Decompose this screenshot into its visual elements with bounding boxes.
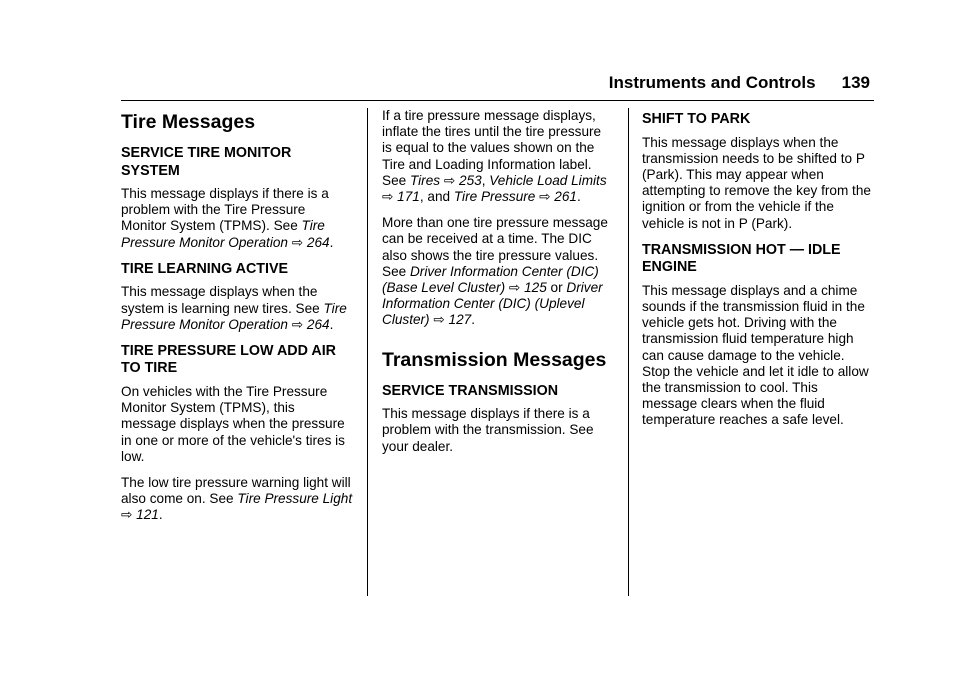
page-ref[interactable]: ⇨ 171 xyxy=(382,189,420,205)
link-tire-pressure-light[interactable]: Tire Pressure Light xyxy=(237,491,353,507)
heading-tire-messages: Tire Messages xyxy=(121,111,256,133)
link-tire-pressure[interactable]: Tire Pressure xyxy=(453,189,536,205)
page-ref[interactable]: ⇨ 261 xyxy=(535,189,577,205)
subheading-tire-pressure-low: TIRE PRESSURE LOW ADD AIR TO TIRE xyxy=(121,342,336,377)
link-dic-base[interactable]: Driver Information Center (DIC) (Base Level Cluster) xyxy=(382,263,599,296)
column-3 xyxy=(642,108,874,439)
paragraph: If a tire pressure message displays, inflate the tires until the tire pressure is equal to the values shown on the Tire and Loading Information label. See Tires ⇨ 253, Vehicle Load Limits ⇨ 171, and Tire Pressure ⇨ 261. xyxy=(382,108,607,205)
subheading-tire-learning: TIRE LEARNING ACTIVE xyxy=(121,260,289,277)
paragraph: This message displays when the system is learning new tires. See Tire Pressure Monitor Operation ⇨ 264. xyxy=(121,284,347,332)
column-2 xyxy=(382,108,614,465)
paragraph: This message displays and a chime sounds if the transmission fluid in the vehicle gets hot. Driving with the transmission fluid temperature high can cause damage to the vehicle. Stop the vehicle and let it idle to allow the transmission to cool. This message clears when the fluid temperature reaches a safe level. xyxy=(642,282,869,428)
subheading-service-tire-monitor: SERVICE TIRE MONITOR SYSTEM xyxy=(121,145,292,179)
paragraph: This message displays when the transmission needs to be shifted to P (Park). This may appear when attempting to remove the key from the ignition or from the vehicle if the vehicle is not in P (Park). xyxy=(642,134,871,231)
running-head xyxy=(609,73,870,93)
link-dic-uplevel[interactable]: Driver Information Center (DIC) (Uplevel Cluster) xyxy=(382,280,603,328)
section-title: Instruments and Controls xyxy=(608,73,816,92)
link-tpms-operation[interactable]: Tire Pressure Monitor Operation xyxy=(121,300,347,332)
paragraph: More than one tire pressure message can be received at a time. The DIC also shows the tire pressure values. See Driver Information Center (DIC) (Base Level Cluster) ⇨ 125 or Driver Information Center (DIC) (Uplevel Cluster) ⇨ 127. xyxy=(382,215,608,328)
page-ref[interactable]: ⇨ 264 xyxy=(287,234,330,250)
link-tires[interactable]: Tires xyxy=(409,172,441,188)
column-divider xyxy=(367,108,368,596)
header-rule xyxy=(121,100,874,101)
subheading-service-transmission: SERVICE TRANSMISSION xyxy=(382,382,559,399)
paragraph: This message displays if there is a problem with the Tire Pressure Monitor System (TPMS). See Tire Pressure Monitor Operation ⇨ 264. xyxy=(121,186,334,250)
heading-transmission-messages: Transmission Messages xyxy=(382,348,607,371)
page-ref[interactable]: ⇨ 125 xyxy=(505,280,547,296)
page-ref[interactable]: ⇨ 121 xyxy=(121,507,159,523)
column-divider xyxy=(628,108,629,596)
page-ref[interactable]: ⇨ 127 xyxy=(429,312,472,328)
page-number: 139 xyxy=(841,73,870,92)
link-vehicle-load-limits[interactable]: Vehicle Load Limits xyxy=(489,172,607,188)
link-tpms-operation[interactable]: Tire Pressure Monitor Operation xyxy=(121,218,325,250)
subheading-shift-to-park: SHIFT TO PARK xyxy=(642,111,751,127)
paragraph: The low tire pressure warning light will also come on. See Tire Pressure Light ⇨ 121. xyxy=(121,474,353,523)
subheading-transmission-hot: TRANSMISSION HOT — IDLE ENGINE xyxy=(642,241,841,276)
paragraph: This message displays if there is a problem with the transmission. See your dealer. xyxy=(382,406,594,454)
page-ref[interactable]: ⇨ 253 xyxy=(440,172,482,188)
page-ref[interactable]: ⇨ 264 xyxy=(287,316,330,332)
paragraph: On vehicles with the Tire Pressure Monitor System (TPMS), this message displays when the pressure in one or more of the vehicle's tires is low. xyxy=(121,383,345,464)
column-1 xyxy=(121,108,353,534)
